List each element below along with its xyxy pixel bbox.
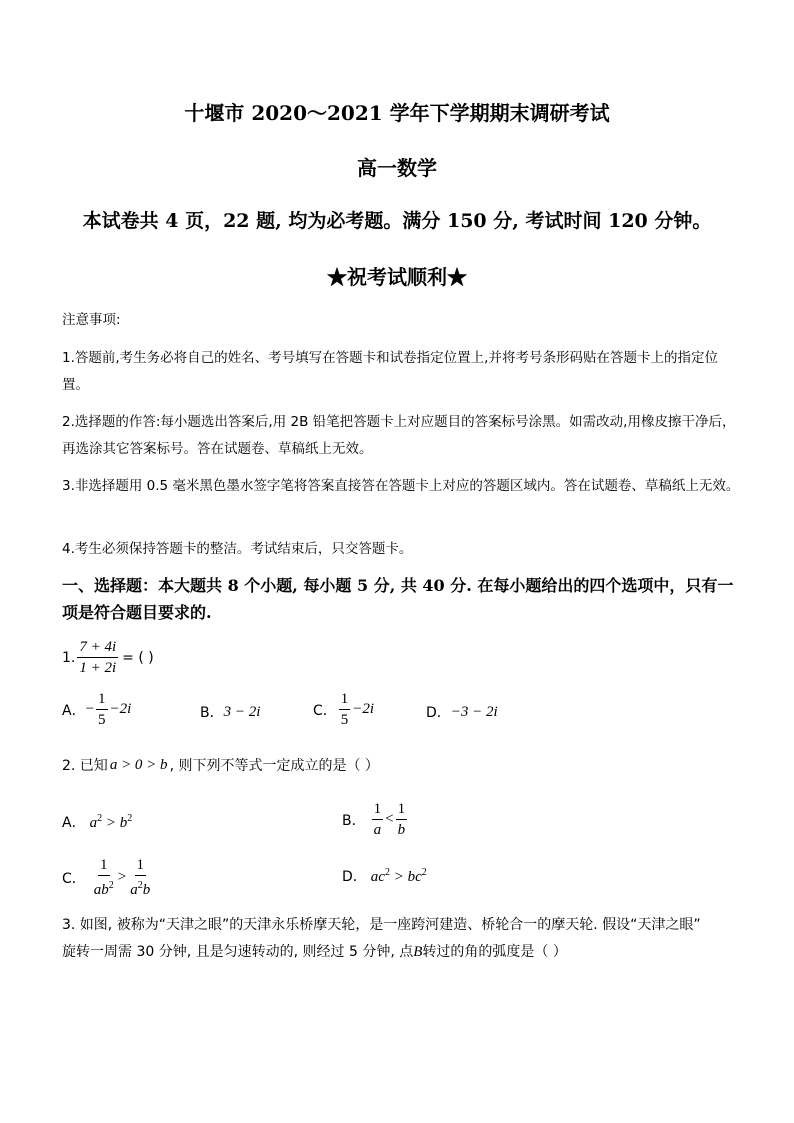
note-item-1: 1.答题前,考生务必将自己的姓名、考号填写在答题卡和试卷指定位置上,并将考号条形码贴在答题卡上的指定位置。 <box>62 350 718 393</box>
notes-heading: 注意事项: <box>62 312 121 328</box>
question-3-line-2: 旋转一周需 30 分钟, 且是匀速转动的, 则经过 5 分钟, 点 B 转过的角的弧度是（ ） <box>62 939 567 966</box>
fraction: $\frac{7 + 4i}{1 + 2i}$ <box>79 639 117 676</box>
point-label: B <box>413 944 423 960</box>
q1-option-d: D． −3 − 2i <box>426 703 498 721</box>
q1-option-a: A． − $\frac{1}{5}$ −2i <box>62 691 132 728</box>
blessing: ★祝考试顺利★ <box>327 265 467 289</box>
question-number: 1. <box>62 649 76 666</box>
exam-title: 十堰市 2020～2021 学年下学期期末调研考试 <box>184 101 610 125</box>
q2-option-b: B． $\frac{1}{a}$ < $\frac{1}{b}$ <box>342 801 406 838</box>
note-item-3: 3.非选择题用 0.5 毫米黑色墨水签字笔将答案直接答在答题卡上对应的答题区域内。答在试题卷、草稿纸上无效。 <box>62 478 740 494</box>
exam-subject: 高一数学 <box>357 156 437 180</box>
question-tail: = ( ) <box>122 649 154 666</box>
exam-info: 本试卷共 4 页，22 题, 均为必考题。满分 150 分, 考试时间 120 分钟。 <box>82 210 712 232</box>
question-2: 2. 已知 a > 0 > b , 则下列不等式一定成立的是（ ） <box>62 756 379 774</box>
q2-option-c: C． $\frac{1}{ab^2}$ > $\frac{1}{a^2b}$ <box>62 857 151 898</box>
section-heading: 一、选择题：本大题共 8 个小题, 每小题 5 分, 共 40 分. 在每小题给出的四个选项中，只有一项是符合题目要求的. <box>62 576 734 622</box>
note-item-2: 2.选择题的作答:每小题选出答案后,用 2B 铅笔把答题卡上对应题目的答案标号涂黑。如需改动,用橡皮擦干净后，再选涂其它答案标号。答在试题卷、草稿纸上无效。 <box>62 414 736 457</box>
note-item-4: 4.考生必须保持答题卡的整洁。考试结束后，只交答题卡。 <box>62 541 413 557</box>
question-1 <box>62 638 154 677</box>
q2-option-a: A． $a^2 > b^2$ <box>62 812 133 831</box>
q2-option-d: D． $ac^2 > bc^2$ <box>342 866 427 885</box>
q1-option-b: B． 3 − 2i <box>200 703 261 721</box>
question-3-line-1: 3. 如图, 被称为“天津之眼”的天津永乐桥摩天轮，是一座跨河建造、桥轮合一的摩天轮. 假设“天津之眼” <box>62 917 701 933</box>
q1-option-c: C． $\frac{1}{5}$ −2i <box>313 691 375 728</box>
